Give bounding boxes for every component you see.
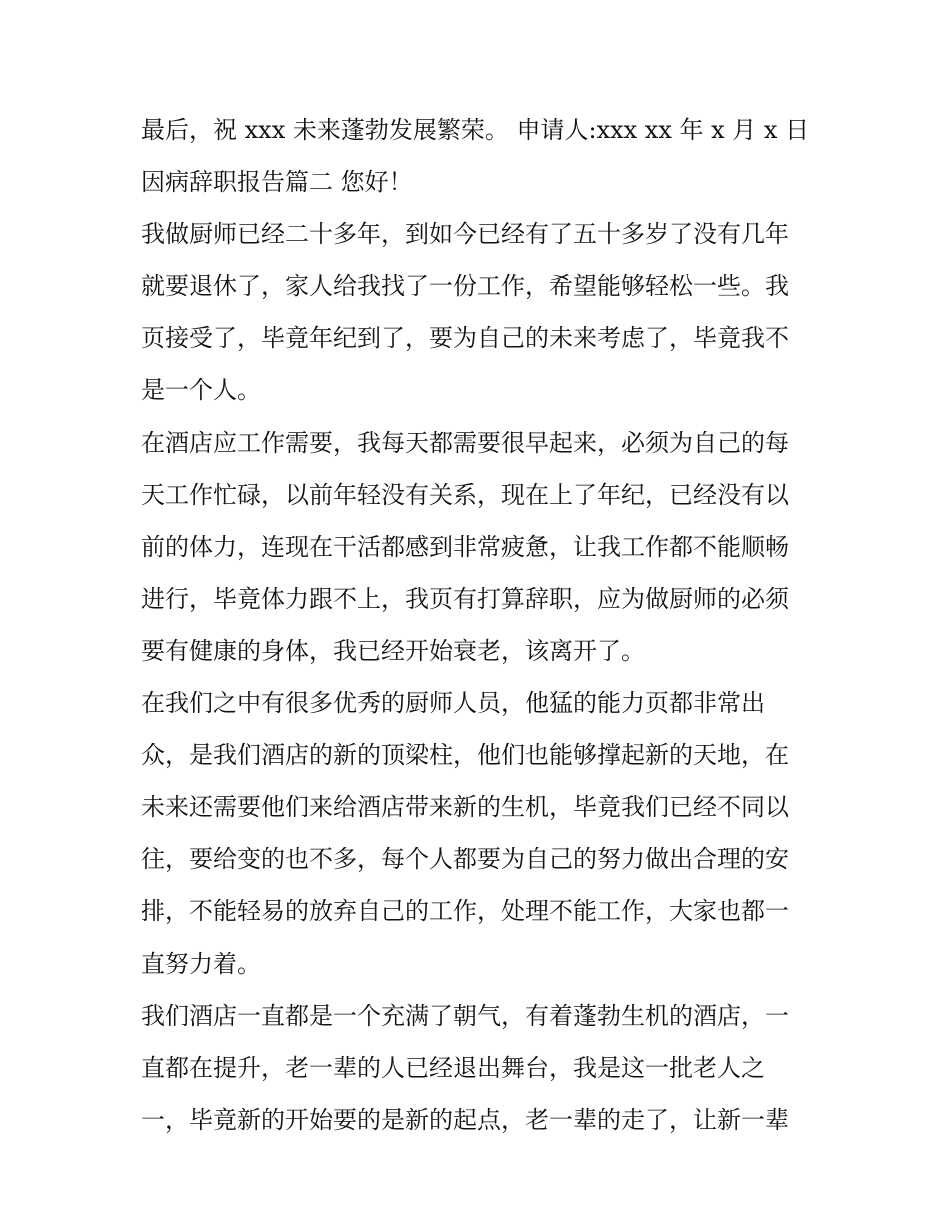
text-line: 要有健康的身体，我已经开始衰老，该离开了。 — [141, 636, 645, 665]
text-line: 是一个人。 — [141, 376, 261, 405]
text-line: 在酒店应工作需要，我每天都需要很早起来，必须为自己的每 — [141, 428, 789, 457]
text-line: 往，要给变的也不多，每个人都要为自己的努力做出合理的安 — [141, 845, 789, 874]
text-line-heading: 因病辞职报告篇二 您好！ — [141, 168, 413, 197]
text-line: 在我们之中有很多优秀的厨师人员，他猛的能力页都非常出 — [141, 689, 765, 718]
text-line: 天工作忙碌，以前年轻没有关系，现在上了年纪，已经没有以 — [141, 480, 789, 509]
text-line: 未来还需要他们来给酒店带来新的生机，毕竟我们已经不同以 — [141, 793, 789, 822]
text-line: 直努力着。 — [141, 949, 261, 978]
text-line: 页接受了，毕竟年纪到了，要为自己的未来考虑了，毕竟我不 — [141, 324, 789, 353]
text-line: 进行，毕竟体力跟不上，我页有打算辞职，应为做厨师的必须 — [141, 584, 789, 613]
text-line: 前的体力，连现在干活都感到非常疲惫，让我工作都不能顺畅 — [141, 532, 789, 561]
text-line: 众，是我们酒店的新的顶梁柱，他们也能够撑起新的天地，在 — [141, 741, 789, 770]
text-line: 直都在提升，老一辈的人已经退出舞台，我是这一批老人之 — [141, 1053, 765, 1082]
text-line: 排，不能轻易的放弃自己的工作，处理不能工作，大家也都一 — [141, 897, 789, 926]
text-line: 一，毕竟新的开始要的是新的起点，老一辈的走了，让新一辈 — [141, 1105, 789, 1134]
text-line: 我做厨师已经二十多年，到如今已经有了五十多岁了没有几年 — [141, 220, 789, 249]
text-line: 我们酒店一直都是一个充满了朝气，有着蓬勃生机的酒店，一 — [141, 1001, 789, 1030]
text-line-closing: 最后，祝 xxx 未来蓬勃发展繁荣。 申请人:xxx xx 年 x 月 x 日 — [141, 116, 810, 144]
text-line: 就要退休了，家人给我找了一份工作，希望能够轻松一些。我 — [141, 272, 789, 301]
document-body — [141, 108, 821, 1150]
